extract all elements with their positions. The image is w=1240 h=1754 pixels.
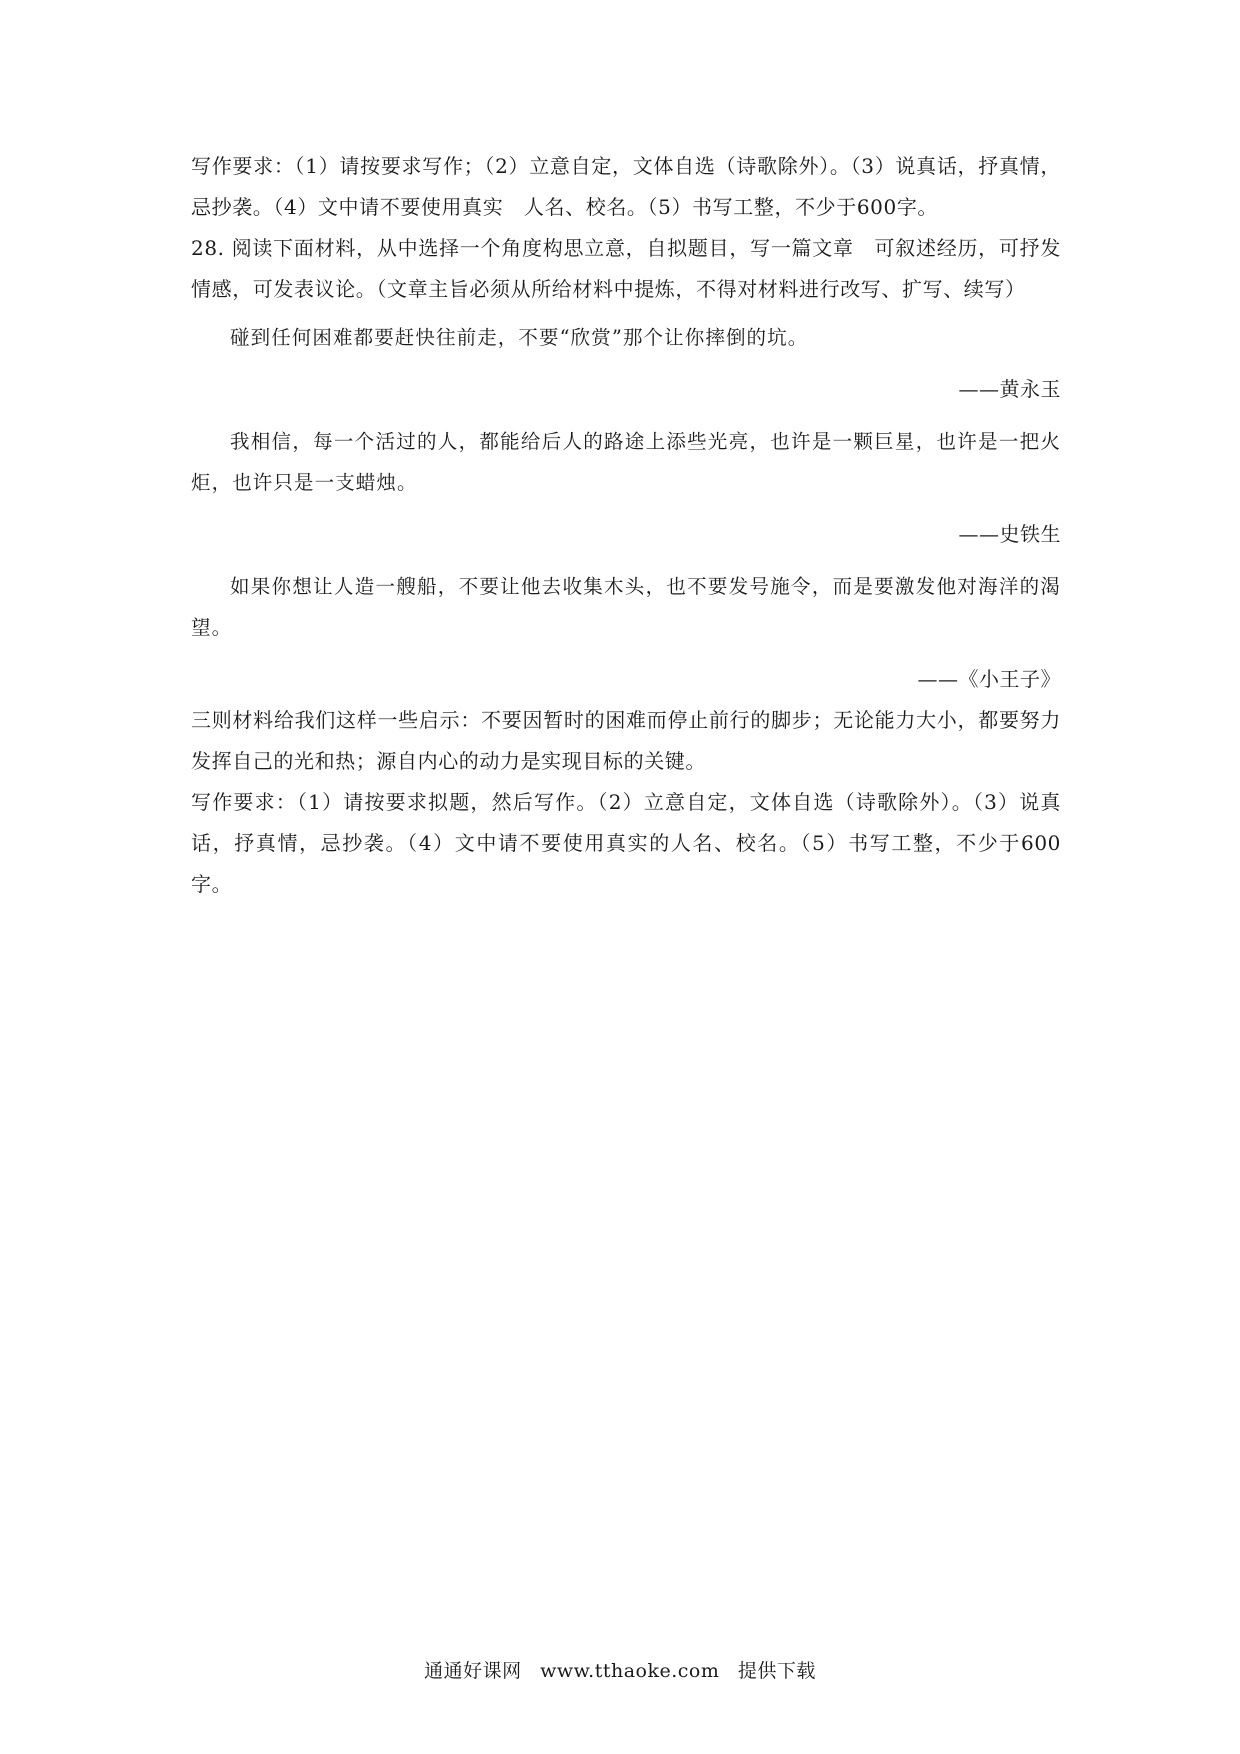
spacer: [191, 555, 1061, 566]
spacer: [191, 503, 1061, 514]
attribution-little-prince: ——《小王子》: [917, 667, 1061, 691]
footer-url: www.tthaoke.com: [540, 1660, 720, 1682]
quote-shi-tiesheng: 我相信，每一个活过的人，都能给后人的路途上添些光亮，也许是一颗巨星，也许是一把火炬，也许只是一支蜡烛。: [191, 430, 1061, 494]
quote-little-prince: 如果你想让人造一艘船，不要让他去收集木头，也不要发号施令，而是要激发他对海洋的渴望。: [191, 575, 1061, 639]
footer-suffix: 提供下载: [737, 1660, 816, 1682]
spacer: [191, 358, 1061, 369]
previous-writing-requirements: 写作要求：（1）请按要求写作；（2）立意自定，文体自选（诗歌除外）。（3）说真话，抒真情，忌抄袭。（4）文中请不要使用真实 人名、校名。（5）书写工整，不少于600字。: [191, 154, 1061, 219]
materials-insight: 三则材料给我们这样一些启示：不要因暂时的困难而停止前行的脚步；无论能力大小，都要努力发挥自己的光和热；源自内心的动力是实现目标的关键。: [191, 708, 1061, 773]
question-28-writing-requirements: 写作要求：（1）请按要求拟题，然后写作。（2）立意自定，文体自选（诗歌除外）。（3）说真话，抒真情，忌抄袭。（4）文中请不要使用真实的人名、校名。（5）书写工整，不少于600字。: [191, 790, 1061, 896]
footer-site-name: 通通好课网: [424, 1660, 522, 1682]
attribution-huang-yongyu: ——黄永玉: [958, 377, 1061, 401]
spacer: [191, 410, 1061, 421]
quote-huang-yongyu: 碰到任何困难都要赶快往前走，不要“欣赏”那个让你摔倒的坑。: [230, 326, 809, 349]
page-footer: [0, 1656, 1240, 1683]
question-28-prompt: 28. 阅读下面材料，从中选择一个角度构思立意，自拟题目，写一篇文章 可叙述经历，可抒发情感，可发表议论。（文章主旨必须从所给材料中提炼，不得对材料进行改写、扩写、续写）: [191, 236, 1061, 301]
attribution-shi-tiesheng: ——史铁生: [958, 522, 1061, 546]
spacer: [191, 310, 1061, 317]
spacer: [191, 648, 1061, 659]
page-content: [191, 146, 1061, 905]
